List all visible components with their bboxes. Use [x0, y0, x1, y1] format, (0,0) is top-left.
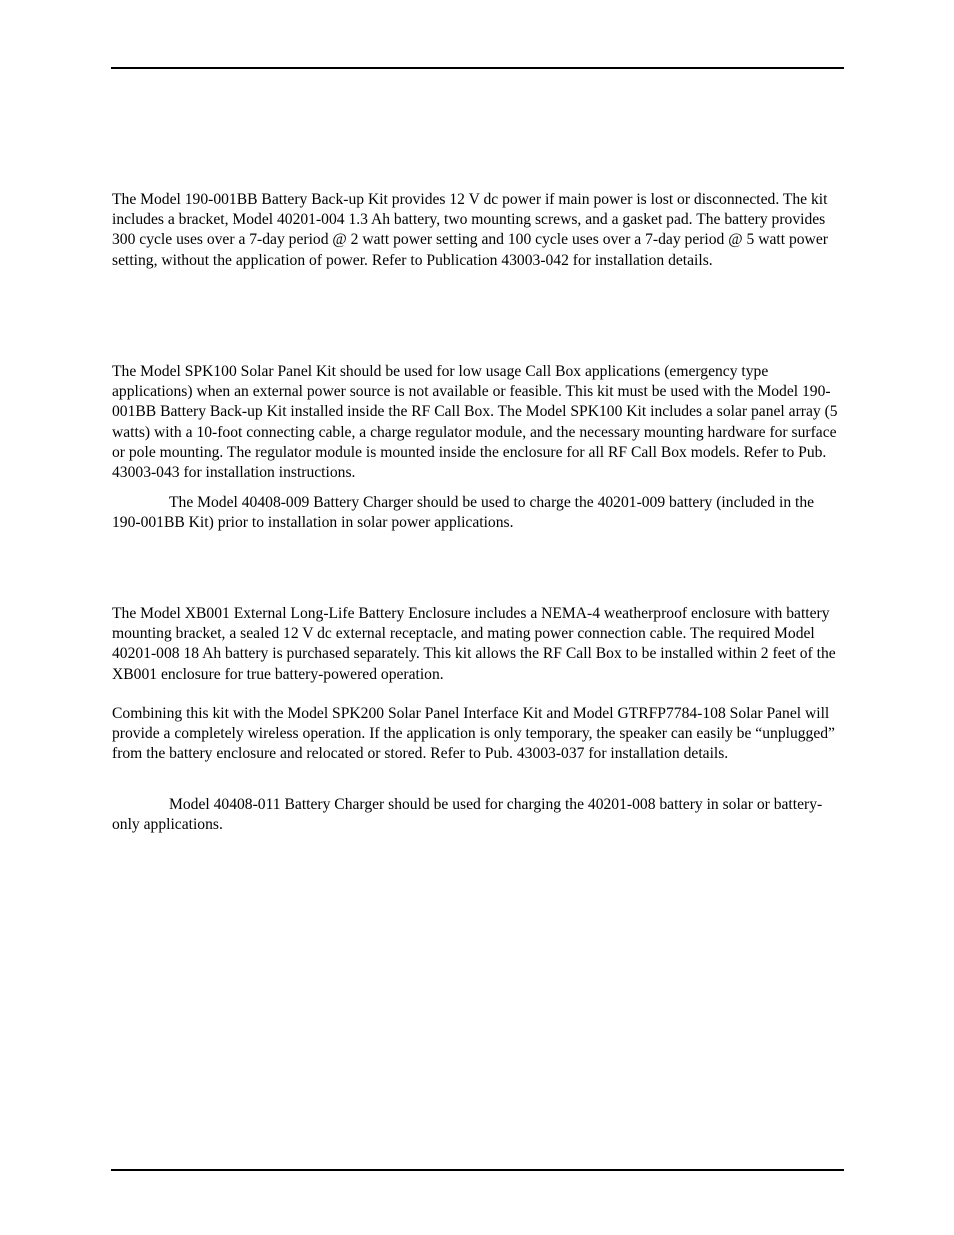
- external-enclosure-paragraph: The Model XB001 External Long-Life Battery Enclosure includes a NEMA-4 weatherproof enclosure with battery mounting bracket, a sealed 12 V dc external receptacle, and mating power connection cable. The required Model 40201-008 18 Ah battery is purchased separately. This kit allows the RF Call Box to be installed within 2 feet of the XB001 enclosure for true battery-powered operation.: [112, 605, 836, 683]
- charger-011-paragraph: Model 40408-011 Battery Charger should be used for charging the 40201-008 battery in solar or battery-only applications.: [112, 796, 823, 834]
- solar-panel-kit-paragraph: The Model SPK100 Solar Panel Kit should be used for low usage Call Box applications (emergency type applications) when an external power source is not available or feasible. This kit must be used with the Model 190-001BB Battery Back-up Kit installed inside the RF Call Box. The Model SPK100 Kit includes a solar panel array (5 watts) with a 10-foot connecting cable, a charge regulator module, and the necessary mounting hardware for surface or pole mounting. The regulator module is mounted inside the enclosure for all RF Call Box models. Refer to Pub. 43003-043 for installation instructions.: [112, 363, 838, 482]
- battery-backup-paragraph: The Model 190-001BB Battery Back-up Kit provides 12 V dc power if main power is lost or disconnected. The kit includes a bracket, Model 40201-004 1.3 Ah battery, two mounting screws, and a gasket pad. The battery provides 300 cycle uses over a 7-day period @ 2 watt power setting and 100 cycle uses over a 7-day period @ 5 watt power setting, without the application of power. Refer to Publication 43003-042 for installation details.: [112, 191, 828, 269]
- footer-rule: [111, 1169, 844, 1171]
- charger-009-paragraph: The Model 40408-009 Battery Charger should be used to charge the 40201-009 battery (included in the 190-001BB Kit) prior to installation in solar power applications.: [112, 494, 815, 532]
- wireless-combo-paragraph: Combining this kit with the Model SPK200 Solar Panel Interface Kit and Model GTRFP7784-108 Solar Panel will provide a completely wireless operation. If the application is only temporary, the speaker can easily be “unplugged” from the battery enclosure and relocated or stored. Refer to Pub. 43003-037 for installation details.: [112, 705, 835, 763]
- header-rule: [111, 67, 844, 69]
